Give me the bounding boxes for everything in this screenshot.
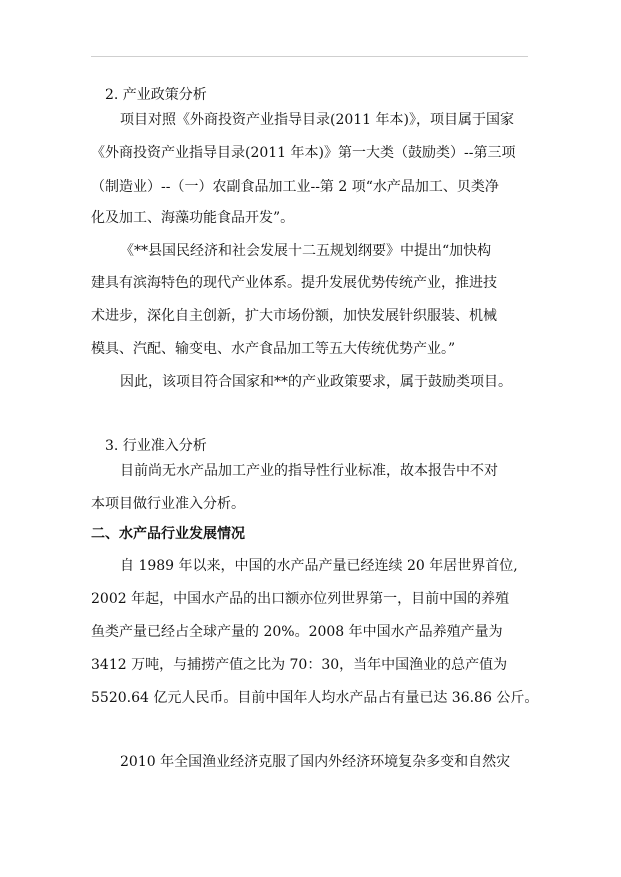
- paragraph-line: 2010 年全国渔业经济克服了国内外经济环境复杂多变和自然灾: [120, 754, 511, 770]
- paragraph-line: 术进步，深化自主创新，扩大市场份额，加快发展针织服装、机械: [91, 308, 497, 324]
- paragraph-line: 2002 年起，中国水产品的出口额亦位列世界第一，目前中国的养殖: [91, 591, 510, 607]
- paragraph-line: 建具有滨海特色的现代产业体系。提升发展优势传统产业，推进技: [91, 275, 497, 291]
- paragraph-line: 鱼类产量已经占全球产量的 20%。2008 年中国水产品养殖产量为: [91, 624, 503, 640]
- paragraph-line: 目前尚无水产品加工产业的指导性行业标准，故本报告中不对: [120, 463, 498, 479]
- paragraph-line: 化及加工、海藻功能食品开发”。: [91, 210, 295, 226]
- paragraph-line: 自 1989 年以来，中国的水产品产量已经连续 20 年居世界首位,: [120, 558, 518, 574]
- section-heading-policy: 2. 产业政策分析: [105, 87, 207, 103]
- paragraph-line: 5520.64 亿元人民币。目前中国年人均水产品占有量已达 36.86 公斤。: [91, 690, 539, 706]
- paragraph-line: 3412 万吨，与捕捞产值之比为 70：30，当年中国渔业的总产值为: [91, 657, 508, 673]
- paragraph-line: 模具、汽配、输变电、水产食品加工等五大传统优势产业。”: [91, 341, 456, 357]
- paragraph-line: 《**县国民经济和社会发展十二五规划纲要》中提出“加快构: [120, 243, 492, 259]
- paragraph-line: （制造业）--（一）农副食品加工业--第 2 项“水产品加工、贝类净: [91, 179, 499, 195]
- paragraph-line: 项目对照《外商投资产业指导目录(2011 年本)》，项目属于国家: [120, 112, 515, 128]
- paragraph-line: 本项目做行业准入分析。: [91, 496, 245, 512]
- section-heading-access: 3. 行业准入分析: [105, 438, 207, 454]
- header-rule: [91, 56, 528, 57]
- section-heading-industry: 二、水产品行业发展情况: [91, 526, 245, 542]
- paragraph-line: 因此，该项目符合国家和**的产业政策要求，属于鼓励类项目。: [120, 374, 512, 390]
- paragraph-line: 《外商投资产业指导目录(2011 年本)》第一大类（鼓励类）--第三项: [91, 145, 516, 161]
